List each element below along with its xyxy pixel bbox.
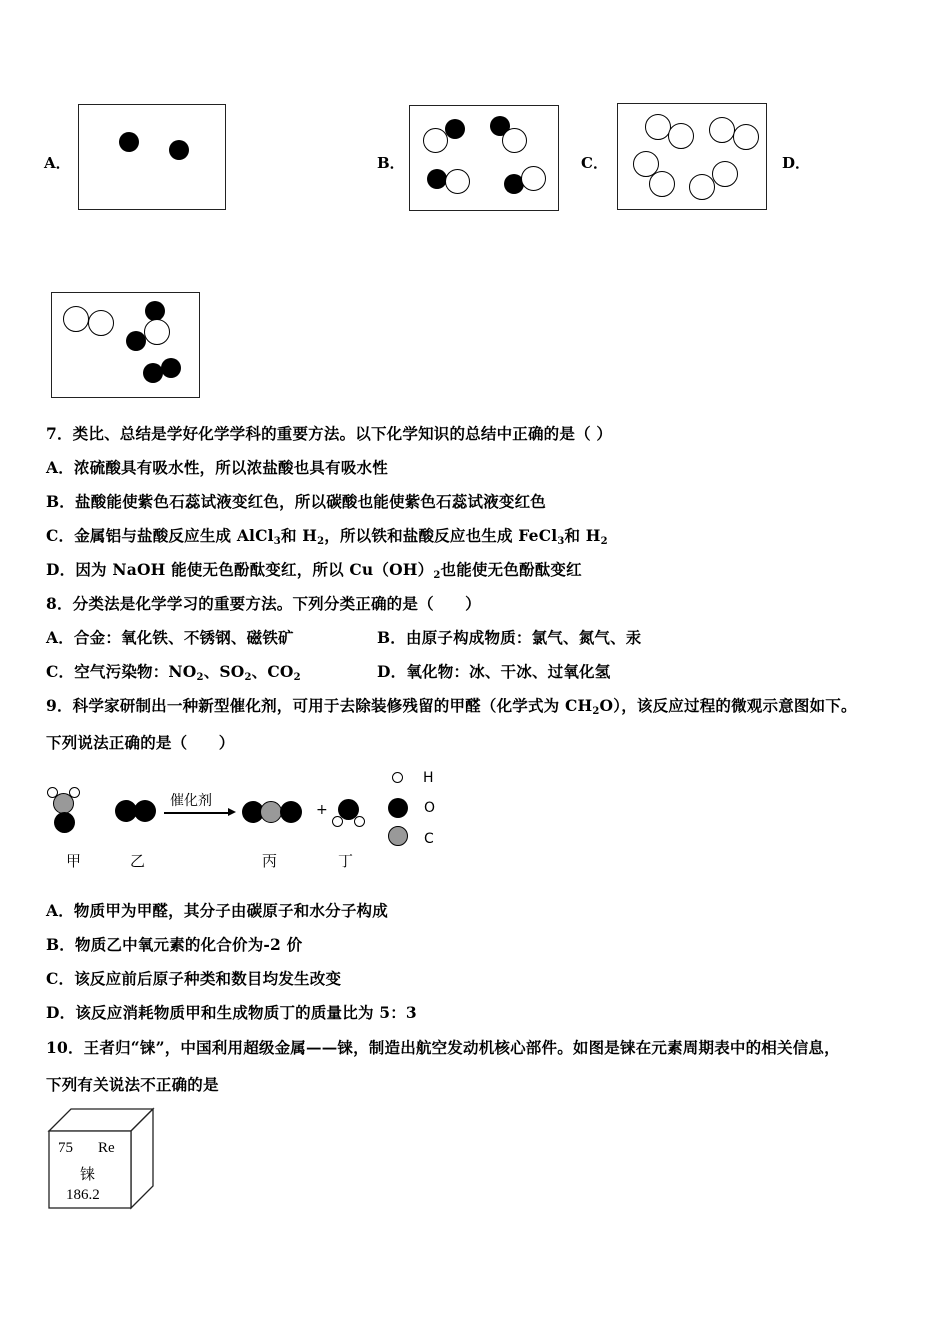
black-atom [445, 119, 465, 139]
white-atom [649, 171, 675, 197]
oxygen-atom [280, 801, 302, 823]
white-atom [733, 124, 759, 150]
black-atom [143, 363, 163, 383]
carbon-atom [260, 801, 282, 823]
white-atom [689, 174, 715, 200]
option-b-diagram [409, 105, 559, 211]
q8-option-c: C．空气污染物：$NO_2$、$SO_2$、$CO_2$ [46, 662, 301, 683]
element-number: 75 [58, 1140, 73, 1156]
q9-stem: 9．科学家研制出一种新型催化剂，可用于去除装修残留的甲醛（化学式为 $CH_2O$），该反应过程的微观示意图如下。 [46, 696, 857, 717]
q7-option-a: A．浓硫酸具有吸水性，所以浓盐酸也具有吸水性 [46, 458, 388, 477]
legend-hydrogen-icon [392, 772, 403, 783]
q7-stem: 7．类比、总结是学好化学学科的重要方法。以下化学知识的总结中正确的是（ ） [46, 424, 613, 443]
black-atom [161, 358, 181, 378]
arrow-head-icon [228, 808, 236, 816]
legend-o: O [424, 800, 436, 816]
element-cube [46, 1106, 158, 1212]
black-atom [169, 140, 189, 160]
black-atom [145, 301, 165, 321]
q9-option-b: B．物质乙中氧元素的化合价为-2 价 [46, 935, 303, 954]
q10-stem: 10．王者归“铼”，中国利用超级金属——铼，制造出航空发动机核心部件。如图是铼在元素周期表中的相关信息， [46, 1038, 840, 1057]
legend-c: C [424, 831, 434, 847]
white-atom [144, 319, 170, 345]
hydrogen-atom [332, 816, 343, 827]
option-c-diagram [617, 103, 767, 210]
reaction-diagram [44, 768, 464, 878]
label-yi: 乙 [130, 852, 146, 870]
white-atom [712, 161, 738, 187]
q9-option-a: A．物质甲为甲醛，其分子由碳原子和水分子构成 [46, 901, 388, 920]
white-atom [445, 169, 470, 194]
element-symbol: Re [98, 1140, 115, 1156]
q8-option-d: D．氧化物：冰、干冰、过氧化氢 [377, 662, 611, 681]
q7-option-b: B．盐酸能使紫色石蕊试液变红色，所以碳酸也能使紫色石蕊试液变红色 [46, 492, 547, 511]
legend-carbon-icon [388, 826, 408, 846]
catalyst-label: 催化剂 [170, 793, 212, 809]
black-atom [126, 331, 146, 351]
white-atom [709, 117, 735, 143]
oxygen-atom [134, 800, 156, 822]
label-ding: 丁 [338, 852, 354, 870]
legend-oxygen-icon [388, 798, 408, 818]
legend-h: H [423, 770, 434, 786]
element-mass: 186.2 [66, 1187, 100, 1203]
option-a-diagram [78, 104, 226, 210]
plus-sign: + [316, 802, 328, 818]
black-atom [119, 132, 139, 152]
element-name: 铼 [80, 1165, 96, 1183]
q8-stem: 8．分类法是化学学习的重要方法。下列分类正确的是（ ） [46, 594, 481, 613]
white-atom [668, 123, 694, 149]
q9-stem-line2: 下列说法正确的是（ ） [46, 733, 235, 752]
white-atom [423, 128, 448, 153]
q7-option-c: C．金属铝与盐酸反应生成 AlCl$_3$和 $H_2$，所以铁和盐酸反应也生成 FeCl$_3$和 $H_2$ [46, 526, 608, 547]
white-atom [88, 310, 114, 336]
q8-option-a: A．合金：氧化铁、不锈钢、磁铁矿 [46, 628, 294, 647]
reaction-arrow [164, 812, 230, 814]
q10-stem-line2: 下列有关说法不正确的是 [46, 1075, 219, 1094]
label-jia: 甲 [66, 852, 82, 870]
hydrogen-atom [354, 816, 365, 827]
black-atom [427, 169, 447, 189]
white-atom [521, 166, 546, 191]
q8-option-b: B．由原子构成物质：氯气、氮气、汞 [377, 628, 642, 647]
carbon-atom [53, 793, 74, 814]
white-atom [502, 128, 527, 153]
option-a-label: A． [44, 154, 71, 172]
q7-option-d: D．因为 NaOH 能使无色酚酞变红，所以 $Cu(OH)_2$也能使无色酚酞变红 [46, 560, 582, 581]
oxygen-atom [54, 812, 75, 833]
option-b-label: B． [377, 154, 405, 172]
white-atom [63, 306, 89, 332]
option-d-label: D． [782, 154, 811, 172]
option-c-label: C． [581, 154, 608, 172]
option-d-diagram [51, 292, 200, 398]
q9-option-c: C．该反应前后原子种类和数目均发生改变 [46, 969, 342, 988]
label-bing: 丙 [262, 852, 278, 870]
q9-option-d: D．该反应消耗物质甲和生成物质丁的质量比为 5：3 [46, 1003, 417, 1022]
